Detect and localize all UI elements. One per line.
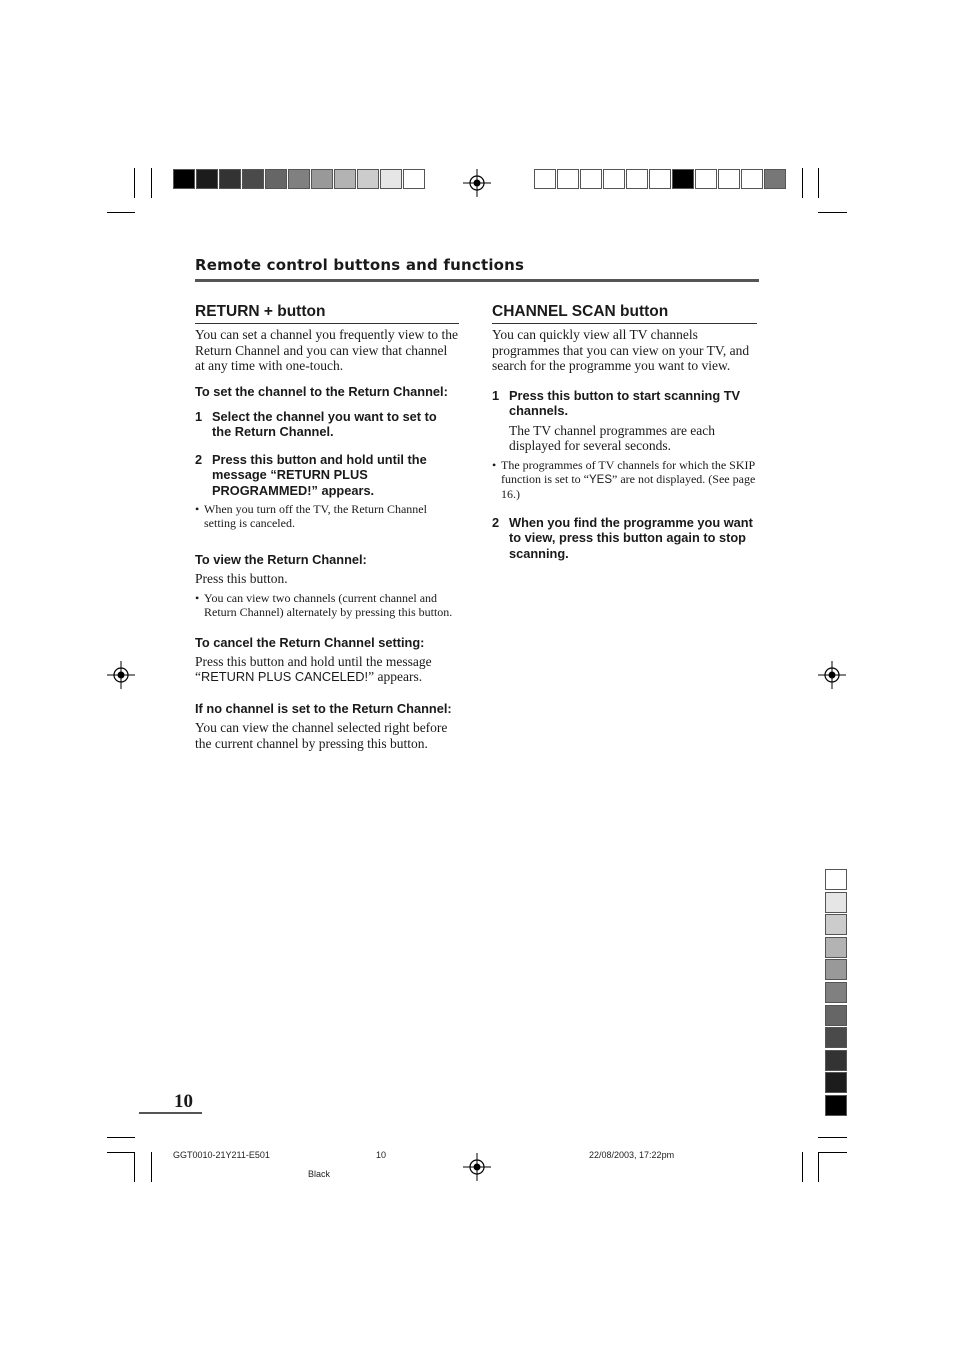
footer-page-ref: 10 (376, 1150, 387, 1160)
step-2 (195, 452, 459, 499)
color-swatch (764, 169, 786, 189)
crop-mark (818, 212, 847, 213)
registration-mark-icon (107, 661, 135, 689)
document-code: GGT0010-21Y211-E501 (173, 1150, 270, 1160)
registration-mark-icon (463, 169, 491, 197)
crop-mark (818, 1137, 847, 1138)
step-number: 1 (195, 408, 203, 424)
color-swatch (265, 169, 287, 189)
note (492, 458, 757, 501)
page-title: Remote control buttons and functions (195, 256, 525, 274)
intro-text: You can quickly view all TV channels programmes that you can view on your TV, and search for the programme you want to view. (492, 327, 750, 374)
subheading: To set the channel to the Return Channel: (195, 383, 448, 399)
color-swatch (603, 169, 625, 189)
color-swatch (825, 959, 847, 980)
color-swatch (173, 169, 195, 189)
color-swatch (825, 892, 847, 913)
color-swatch (825, 982, 847, 1003)
color-swatch (357, 169, 379, 189)
color-swatch (557, 169, 579, 189)
color-bar-left (173, 169, 426, 189)
body-text: You can view the channel selected right before the current channel by pressing this button. (195, 720, 448, 751)
color-swatch (825, 1005, 847, 1026)
color-bar-right (534, 169, 787, 189)
bullet-glyph: • (195, 502, 200, 517)
color-swatch (649, 169, 671, 189)
body-text-part: ” appears. (368, 669, 423, 685)
color-swatch (718, 169, 740, 189)
step-detail: The TV channel programmes are each displayed for several seconds. (509, 422, 716, 454)
step-text: Press this button and hold until the message “RETURN PLUS PROGRAMMED!” appears. (212, 451, 427, 498)
color-swatch (311, 169, 333, 189)
color-swatch (626, 169, 648, 189)
ink-label: Black (308, 1169, 331, 1179)
registration-mark-icon (463, 1153, 491, 1181)
section-heading: RETURN + button (195, 303, 459, 324)
step-text: When you find the programme you want to view, press this button again to stop scanning. (509, 514, 753, 561)
color-swatch (741, 169, 763, 189)
color-swatch (334, 169, 356, 189)
step-1 (195, 409, 459, 440)
color-swatch (825, 914, 847, 935)
step-2 (492, 515, 757, 562)
step-number: 1 (492, 387, 500, 403)
color-swatch (825, 1050, 847, 1071)
title-rule (195, 279, 759, 282)
color-swatch (825, 1095, 847, 1116)
page-number: 10 (174, 1091, 193, 1112)
value-text: YES (588, 473, 612, 486)
channel-scan-section (492, 303, 757, 567)
crop-mark (107, 1152, 135, 1153)
body-text-part: Press this button and hold until the message “ (195, 653, 432, 685)
color-swatch (242, 169, 264, 189)
crop-mark (134, 168, 135, 198)
crop-mark (134, 1152, 135, 1182)
color-swatch (580, 169, 602, 189)
color-swatch (380, 169, 402, 189)
crop-mark (151, 1152, 152, 1182)
intro-text: You can set a channel you frequently view to the Return Channel and you can view that channel at any time with one-touch. (195, 327, 458, 374)
message-text: RETURN PLUS CANCELED! (201, 669, 369, 685)
color-swatch (403, 169, 425, 189)
note-text-part: The programmes of TV channels for which the SKIP function is set to “ (501, 457, 755, 486)
color-swatch (695, 169, 717, 189)
color-swatch (219, 169, 241, 189)
color-swatch (288, 169, 310, 189)
color-swatch (825, 1027, 847, 1048)
step-number: 2 (195, 451, 203, 467)
bullet-glyph: • (492, 457, 497, 472)
note-text: You can view two channels (current channel and Return Channel) alternately by pressing this button. (204, 590, 453, 619)
page-number-rule (139, 1112, 202, 1114)
color-swatch (825, 1072, 847, 1093)
crop-mark (818, 1152, 847, 1153)
step-number: 2 (492, 514, 500, 530)
crop-mark (107, 1137, 135, 1138)
color-swatch (825, 937, 847, 958)
note-text (501, 458, 757, 501)
note (195, 502, 459, 530)
section-heading: CHANNEL SCAN button (492, 303, 757, 324)
color-swatch (825, 869, 847, 890)
subheading: To view the Return Channel: (195, 552, 367, 568)
body-text: Press this button. (195, 571, 288, 587)
color-bar-side (825, 869, 847, 1118)
crop-mark (802, 168, 803, 198)
crop-mark (151, 168, 152, 198)
step-1 (492, 388, 757, 419)
bullet-glyph: • (195, 590, 200, 605)
color-swatch (534, 169, 556, 189)
footer-datetime: 22/08/2003, 17:22pm (589, 1150, 675, 1160)
body-text (195, 654, 459, 685)
step-text: Press this button to start scanning TV channels. (509, 387, 741, 419)
subheading: If no channel is set to the Return Channel: (195, 701, 452, 717)
return-plus-section (195, 303, 459, 761)
crop-mark (107, 212, 135, 213)
note-text-part: ” are not displayed. (See page 16.) (501, 471, 756, 501)
crop-mark (818, 1152, 819, 1182)
crop-mark (802, 1152, 803, 1182)
note (195, 591, 459, 619)
step-text: Select the channel you want to set to the Return Channel. (212, 408, 437, 440)
crop-mark (818, 168, 819, 198)
note-text: When you turn off the TV, the Return Channel setting is canceled. (204, 502, 427, 531)
subheading: To cancel the Return Channel setting: (195, 634, 425, 650)
color-swatch (196, 169, 218, 189)
color-swatch (672, 169, 694, 189)
registration-mark-icon (818, 661, 846, 689)
